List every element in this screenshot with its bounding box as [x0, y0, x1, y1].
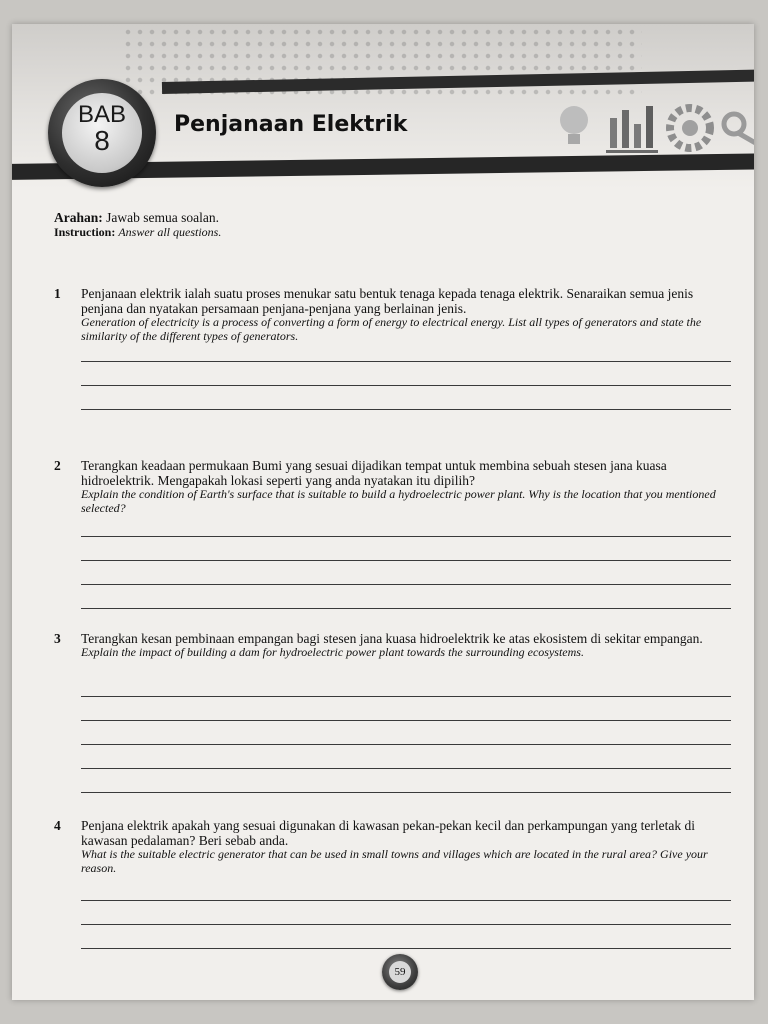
answer-line[interactable] — [81, 361, 731, 362]
answer-line[interactable] — [81, 768, 731, 769]
answer-line[interactable] — [81, 948, 731, 949]
answer-lines-2[interactable] — [81, 536, 731, 632]
instruction-english-text: Answer all questions. — [118, 225, 222, 239]
answer-line[interactable] — [81, 696, 731, 697]
question-content — [54, 210, 734, 875]
instruction-malay — [54, 210, 734, 225]
page-number-badge — [382, 954, 418, 990]
question-text-english: Explain the condition of Earth's surface that is suitable to build a hydroelectric power plant. Why is the location that you mentioned selected? — [81, 487, 716, 515]
question-text-malay: Penjanaan elektrik ialah suatu proses menukar satu bentuk tenaga kepada tenaga elektrik. Senaraikan semua jenis penjana dan nyatakan persamaan penjana-penjana yang berlainan jenis. — [81, 286, 694, 316]
answer-line[interactable] — [81, 608, 731, 609]
answer-line[interactable] — [81, 385, 731, 386]
answer-line[interactable] — [81, 744, 731, 745]
instruction-english-label: Instruction: — [54, 225, 116, 239]
lightbulb-chart-gear-key-icon — [552, 90, 754, 170]
question-number: 3 — [54, 631, 61, 646]
chapter-title: Penjanaan Elektrik — [174, 112, 408, 137]
answer-line[interactable] — [81, 900, 731, 901]
question-number: 2 — [54, 458, 61, 473]
question-text-malay: Terangkan keadaan permukaan Bumi yang sesuai dijadikan tempat untuk membina sebuah stesen jana kuasa hidroelektrik. Mengapakah lokasi seperti yang anda nyatakan itu dipilih? — [81, 458, 667, 488]
instruction-malay-label: Arahan: — [54, 210, 103, 225]
question-text-english: What is the suitable electric generator that can be used in small towns and villages which are located in the rural area? Give your reason. — [81, 847, 708, 875]
page-number: 59 — [389, 961, 411, 983]
answer-line[interactable] — [81, 584, 731, 585]
chapter-header — [12, 24, 754, 189]
question-text-malay: Terangkan kesan pembinaan empangan bagi stesen jana kuasa hidroelektrik ke atas ekosistem di sekitar empangan. — [81, 631, 703, 646]
question-number: 4 — [54, 818, 61, 833]
chapter-badge-label: BAB — [77, 101, 127, 128]
answer-line[interactable] — [81, 792, 731, 793]
answer-lines-1[interactable] — [81, 361, 731, 433]
question-text-english: Generation of electricity is a process of converting a form of energy to electrical energy. List all types of generators and state the similarity of the different types of generators. — [81, 315, 702, 343]
question-number: 1 — [54, 286, 61, 301]
answer-line[interactable] — [81, 409, 731, 410]
chapter-badge-number: 8 — [94, 125, 110, 156]
workbook-page — [12, 24, 754, 1000]
question-text-malay: Penjana elektrik apakah yang sesuai digunakan di kawasan pekan-pekan kecil dan perkampungan yang terletak di kawasan pedalaman? Beri sebab anda. — [81, 818, 696, 848]
question-text-english: Explain the impact of building a dam for hydroelectric power plant towards the surrounding ecosystems. — [81, 645, 584, 659]
instruction-english — [54, 225, 734, 239]
answer-line[interactable] — [81, 924, 731, 925]
chapter-badge — [48, 79, 156, 187]
answer-line[interactable] — [81, 720, 731, 721]
answer-line[interactable] — [81, 536, 731, 537]
answer-line[interactable] — [81, 560, 731, 561]
answer-lines-3[interactable] — [81, 696, 731, 816]
instruction-malay-text: Jawab semua soalan. — [106, 210, 219, 225]
